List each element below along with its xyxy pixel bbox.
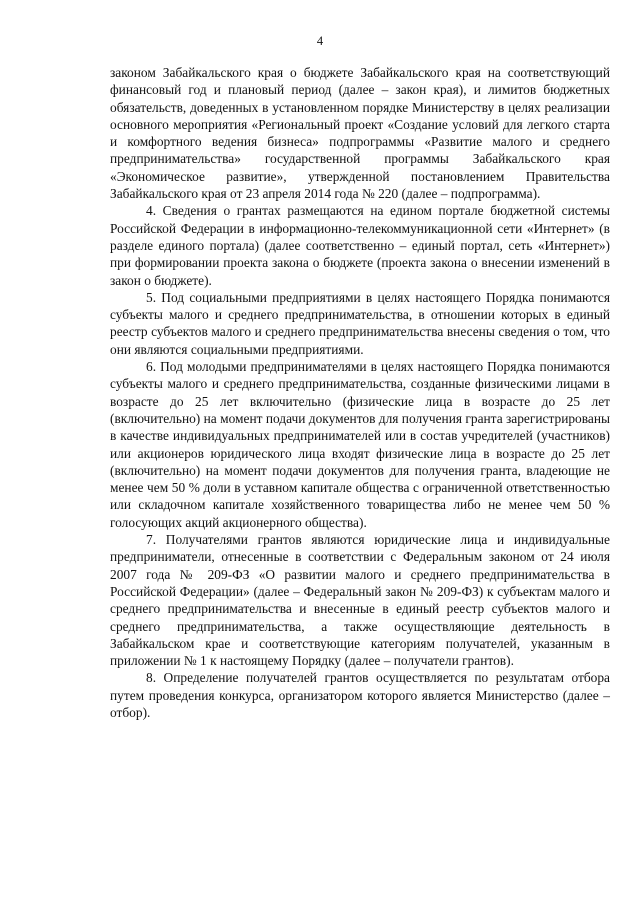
paragraph-item-5: 5. Под социальными предприятиями в целях настоящего Порядка понимаются субъекты малого и среднего предпринимательства, в отношении которых в единый реестр субъектов малого и среднего предпринимательства внесены сведения о том, что они являются социальными предприятиями.	[110, 289, 610, 357]
page-number: 4	[316, 34, 324, 48]
paragraph-item-4: 4. Сведения о грантах размещаются на едином портале бюджетной системы Российской Федерации в информационно-телекоммуникационной сети «Интернет» (в разделе единого портала) (далее соответственно – единый портал, сеть «Интернет») при формировании проекта закона о бюджете (проекта закона о внесении изменений в закон о бюджете).	[110, 203, 610, 288]
document-body	[110, 64, 610, 721]
paragraph-continuation: законом Забайкальского края о бюджете Забайкальского края на соответствующий финансовый год и плановый период (далее – закон края), и лимитов бюджетных обязательств, доведенных в установленном порядке Министерству в целях реализации основного мероприятия «Региональный проект «Создание условий для легкого старта и комфортного ведения бизнеса» подпрограммы «Развитие малого и среднего предпринимательства» государственной программы Забайкальского края «Экономическое развитие», утвержденной постановлением Правительства Забайкальского края от 23 апреля 2014 года № 220 (далее – подпрограмма).	[110, 65, 610, 202]
paragraph-item-6: 6. Под молодыми предпринимателями в целях настоящего Порядка понимаются субъекты малого и среднего предпринимательства, созданные физическими лицами в возрасте до 25 лет включительно (физические лица в возрасте до 25 лет (включительно) на момент подачи документов для получения гранта зарегистрированы в качестве индивидуальных предпринимателей или в состав учредителей (участников) или акционеров юридического лица входят физические лица в возрасте до 25 лет (включительно) на момент подачи документов для получения гранта, владеющие не менее чем 50 % доли в уставном капитале общества с ограниченной ответственностью или складочном капитале хозяйственного товарищества либо не менее чем 50 % голосующих акций акционерного общества).	[110, 359, 610, 530]
paragraph-item-7: 7. Получателями грантов являются юридические лица и индивидуальные предприниматели, отнесенные в соответствии с Федеральным законом от 24 июля 2007 года № 209-ФЗ «О развитии малого и среднего предпринимательства в Российской Федерации» (далее – Федеральный закон № 209-ФЗ) к субъектам малого и среднего предпринимательства и внесенные в единый реестр субъектов малого и среднего предпринимательства, а также осуществляющие деятельность в Забайкальском крае и соответствующие категориям получателей, указанным в приложении № 1 к настоящему Порядку (далее – получатели грантов).	[110, 532, 610, 669]
paragraph-item-8: 8. Определение получателей грантов осуществляется по результатам отбора путем проведения конкурса, организатором которого является Министерство (далее – отбор).	[110, 670, 610, 720]
